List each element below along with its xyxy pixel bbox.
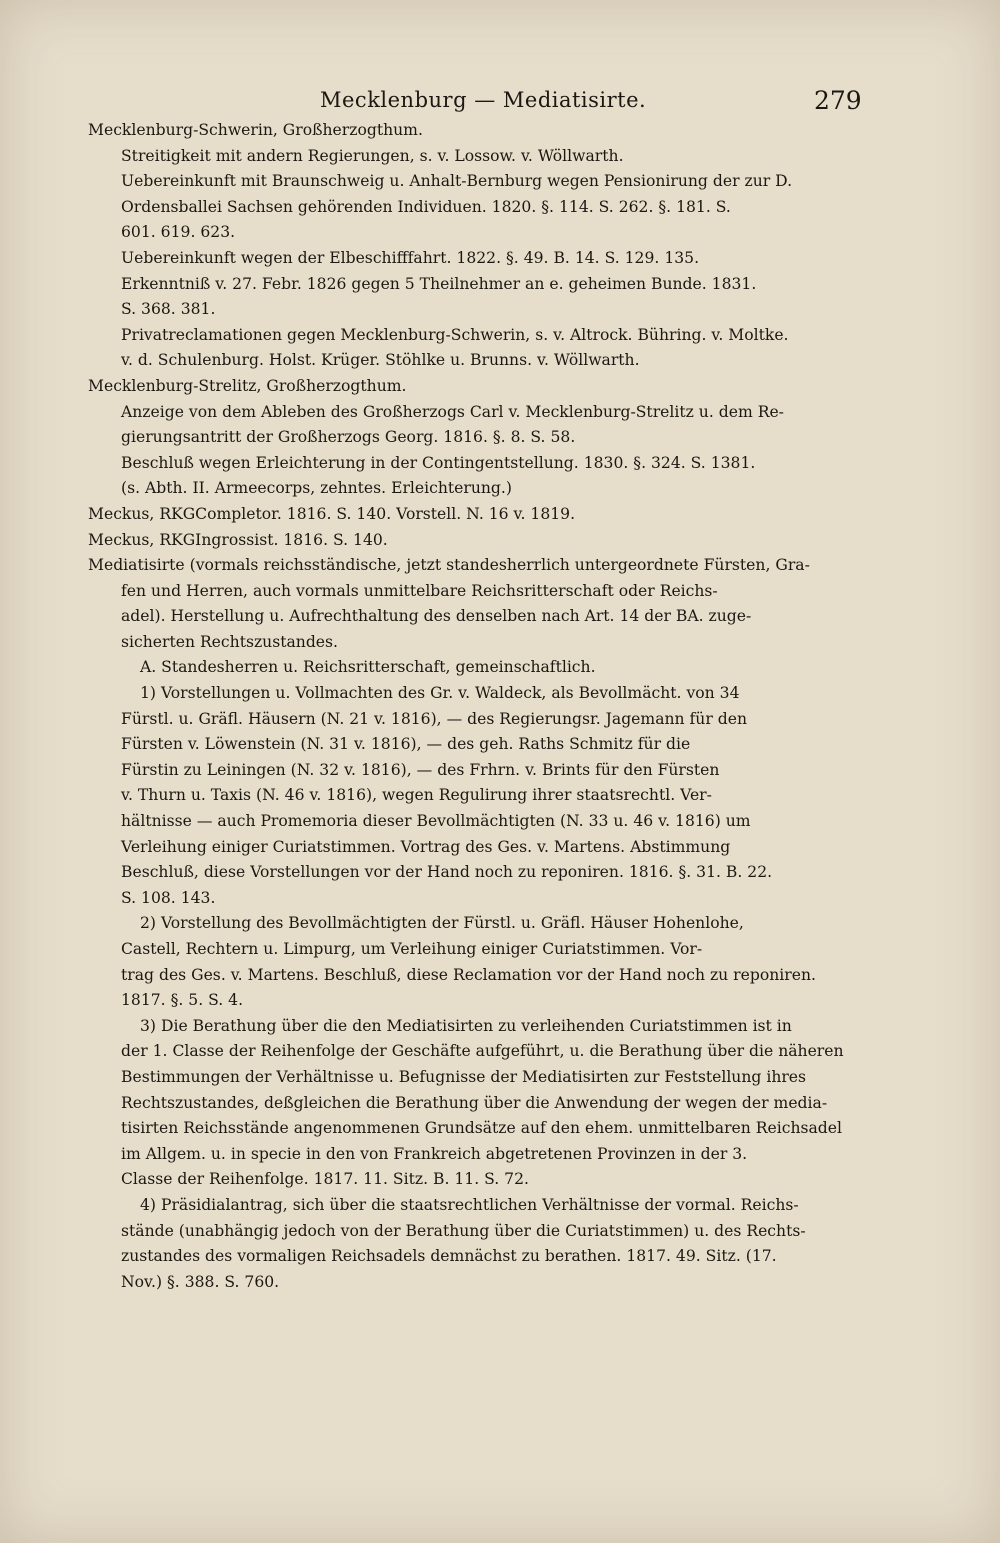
text-line: S. 108. 143. — [121, 888, 216, 907]
text-line: 3) Die Berathung über die den Mediatisirten zu verleihenden Curiatstimmen ist in — [140, 1016, 792, 1035]
text-line: Uebereinkunft wegen der Elbeschifffahrt. 1822. §. 49. B. 14. S. 129. 135. — [121, 248, 700, 267]
text-line: im Allgem. u. in specie in den von Frankreich abgetretenen Provinzen in der 3. — [121, 1144, 748, 1163]
text-line: Mecklenburg-Schwerin, Großherzogthum. — [88, 121, 423, 139]
text-line: gierungsantritt der Großherzogs Georg. 1816. §. 8. S. 58. — [121, 428, 576, 447]
text-line: Bestimmungen der Verhältnisse u. Befugnisse der Mediatisirten zur Feststellung ihres — [121, 1067, 807, 1086]
text-line: Streitigkeit mit andern Regierungen, s. v. Lossow. v. Wöllwarth. — [121, 146, 624, 165]
text-line: sicherten Rechtszustandes. — [121, 632, 338, 651]
text-line: Rechtszustandes, deßgleichen die Berathung über die Anwendung der wegen der media- — [121, 1093, 828, 1112]
text-line: Mecklenburg-Strelitz, Großherzogthum. — [88, 376, 407, 395]
text-line: Mediatisirte (vormals reichsständische, jetzt standesherrlich untergeordnete Fürsten, Gra- — [88, 556, 810, 575]
text-line: Anzeige von dem Ableben des Großherzogs Carl v. Mecklenburg-Strelitz u. dem Re- — [121, 402, 784, 421]
text-line: 601. 619. 623. — [121, 223, 236, 242]
text-line: 1817. §. 5. S. 4. — [121, 991, 244, 1010]
text-line: stände (unabhängig jedoch von der Berathung über die Curiatstimmen) u. des Rechts- — [121, 1221, 806, 1240]
text-line: Classe der Reihenfolge. 1817. 11. Sitz. B. 11. S. 72. — [121, 1170, 529, 1189]
text-line: Verleihung einiger Curiatstimmen. Vortrag des Ges. v. Martens. Abstimmung — [121, 837, 731, 856]
text-line: zustandes des vormaligen Reichsadels demnächst zu berathen. 1817. 49. Sitz. (17. — [121, 1247, 777, 1266]
text-line: (s. Abth. II. Armeecorps, zehntes. Erleichterung.) — [121, 479, 512, 498]
text-line: Fürsten v. Löwenstein (N. 31 v. 1816), — des geh. Raths Schmitz für die — [121, 735, 691, 754]
text-line: 2) Vorstellung des Bevollmächtigten der Fürstl. u. Gräfl. Häuser Hohenlohe, — [140, 914, 744, 933]
text-line: tisirten Reichsstände angenommenen Grundsätze auf den ehem. unmittelbaren Reichsadel — [121, 1119, 842, 1138]
text-line: Nov.) §. 388. S. 760. — [121, 1272, 280, 1291]
page-number: 279 — [814, 86, 862, 115]
text-line: Beschluß wegen Erleichterung in der Contingentstellung. 1830. §. 324. S. 1381. — [121, 453, 756, 472]
text-line: Privatreclamationen gegen Mecklenburg-Schwerin, s. v. Altrock. Bühring. v. Moltke. — [121, 325, 789, 344]
text-line: Beschluß, diese Vorstellungen vor der Hand noch zu reponiren. 1816. §. 31. B. 22. — [121, 863, 773, 882]
text-line: trag des Ges. v. Martens. Beschluß, diese Reclamation vor der Hand noch zu reponiren. — [121, 965, 816, 984]
text-line: 4) Präsidialantrag, sich über die staatsrechtlichen Verhältnisse der vormal. Reichs- — [140, 1195, 799, 1214]
index-body — [88, 118, 868, 1295]
text-line: Meckus, RKGCompletor. 1816. S. 140. Vorstell. N. 16 v. 1819. — [88, 504, 576, 523]
text-line: Erkenntniß v. 27. Febr. 1826 gegen 5 Theilnehmer an e. geheimen Bunde. 1831. — [121, 274, 757, 293]
text-line: Ordensballei Sachsen gehörenden Individuen. 1820. §. 114. S. 262. §. 181. S. — [121, 197, 731, 216]
text-line: fen und Herren, auch vormals unmittelbare Reichsritterschaft oder Reichs- — [121, 581, 718, 600]
text-line: A. Standesherren u. Reichsritterschaft, gemeinschaftlich. — [140, 658, 596, 677]
text-line: 1) Vorstellungen u. Vollmachten des Gr. v. Waldeck, als Bevollmächt. von 34 — [140, 684, 740, 703]
text-line: Fürstl. u. Gräfl. Häusern (N. 21 v. 1816), — des Regierungsr. Jagemann für den — [121, 709, 748, 728]
text-line: hältnisse — auch Promemoria dieser Bevollmächtigten (N. 33 u. 46 v. 1816) um — [121, 812, 751, 831]
text-line: Meckus, RKGIngrossist. 1816. S. 140. — [88, 530, 388, 549]
page-header — [0, 82, 1000, 118]
running-title: Mecklenburg — Mediatisirte. — [320, 88, 647, 112]
text-line: S. 368. 381. — [121, 300, 216, 319]
text-line: Uebereinkunft mit Braunschweig u. Anhalt-Bernburg wegen Pensionirung der zur D. — [121, 172, 793, 191]
text-line: Fürstin zu Leiningen (N. 32 v. 1816), — des Frhrn. v. Brints für den Fürsten — [121, 760, 720, 779]
text-line: v. Thurn u. Taxis (N. 46 v. 1816), wegen Regulirung ihrer staatsrechtl. Ver- — [121, 786, 712, 805]
text-line: Castell, Rechtern u. Limpurg, um Verleihung einiger Curiatstimmen. Vor- — [121, 940, 703, 958]
text-line: adel). Herstellung u. Aufrechthaltung des denselben nach Art. 14 der BA. zuge- — [121, 607, 752, 626]
text-line: der 1. Classe der Reihenfolge der Geschäfte aufgeführt, u. die Berathung über die näheren — [121, 1042, 844, 1061]
text-line: v. d. Schulenburg. Holst. Krüger. Stöhlke u. Brunns. v. Wöllwarth. — [121, 351, 640, 370]
